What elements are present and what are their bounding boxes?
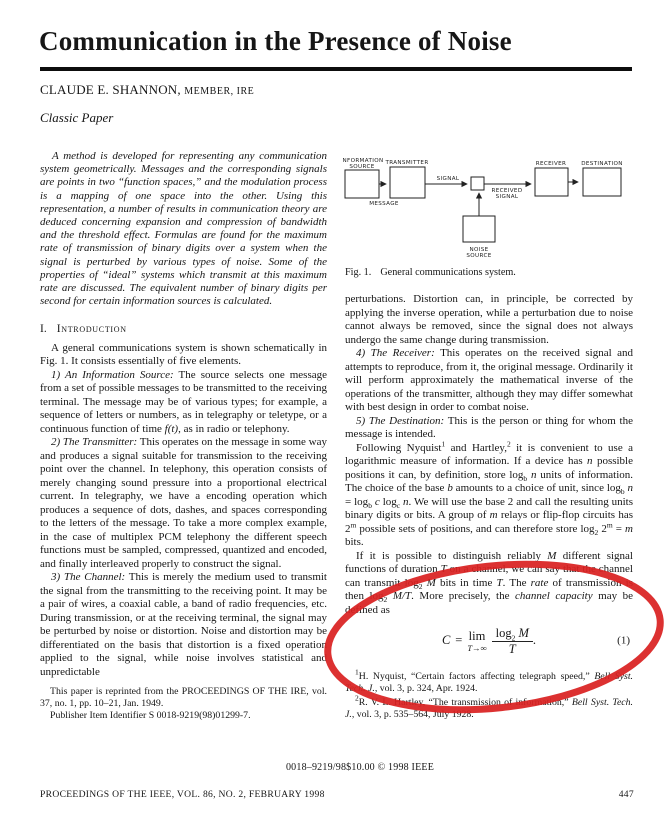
- paragraph-lead: 5) The Destination:: [356, 414, 445, 427]
- paragraph: 4) The Receiver: This operates on the received signal and attempts to reproduce, from it, the original message. Ordinarily it will perform approximately the mathematical inverse of the operations of the transmitter, although they may differ somewhat with best design in order to combat noise.: [345, 347, 633, 413]
- page-footer: [40, 789, 634, 800]
- paragraph: If it is possible to distinguish reliably M different signal functions of duration T on a channel, we can say that the channel can transmit $\log_2 M$ bits in time T. The rate of transmission is then $\log_2 M/T$. More precisely, the channel capacity may be defined as: [345, 549, 633, 616]
- destination-box: [583, 168, 621, 196]
- section-heading-introduction: [40, 323, 327, 337]
- figure-label-message: MESSAGE: [369, 201, 399, 207]
- author-membership: MEMBER, IRE: [184, 86, 255, 97]
- figure-label-noise: NOISE: [469, 247, 489, 253]
- figure-label-received: RECEIVED: [491, 188, 523, 194]
- right-column: [345, 293, 633, 723]
- paragraph: 5) The Destination: This is the person or thing for whom the message is intended.: [345, 414, 633, 440]
- paragraph-lead: 2) The Transmitter:: [51, 436, 138, 449]
- figure-label-received-signal: SIGNAL: [495, 194, 519, 200]
- noise-source-box: [463, 216, 495, 242]
- paragraph: Following Nyquist$^1$ and Hartley,$^2$ it is convenient to use a logarithmic measure of information. If a device has n possible positions it can, by definition, store $\log_b n$ units of information. The choice of the base b amounts to a choice of unit, since $\log_b n = \log_b c$ $\log_c n$. We will use the base 2 and call the resulting units binary digits or bits. A group of m relays or flip-flop circuits has 2$^m$ possible sets of positions, and can therefore store $\log_2 2^m = m$ bits.: [345, 438, 634, 548]
- figure-1-caption: [345, 267, 633, 278]
- figure-1-diagram: [343, 156, 635, 266]
- author-line: [40, 82, 254, 98]
- reference-footnotes: [345, 667, 634, 721]
- reprint-footnote: This paper is reprinted from the PROCEEDINGS OF THE IRE, vol. 37, no. 1, pp. 10–21, Jan. 1949. Publisher Item Identifier S 0018-9219(98)01299-7.: [40, 686, 327, 722]
- equation-equals: =: [455, 633, 463, 648]
- figure-label-information: INFORMATION: [343, 158, 384, 164]
- figure-label-receiver: RECEIVER: [535, 161, 567, 167]
- figure-label-information-source: SOURCE: [349, 164, 375, 170]
- figure-label-noise-source: SOURCE: [466, 253, 492, 259]
- equation-fraction: $\frac{\log_2 M}{T}$: [492, 626, 533, 656]
- equation-number: (1): [617, 634, 630, 647]
- paragraph: 2) The Transmitter: This operates on the message in some way and produces a signal suitable for transmission to the receiving point over the channel. In telephony, this operation consists of merely changing sound pressure into a proportional electrical current. In telegraphy, we have a encoding operation which produces a sequence of dots, dashes, and spaces corresponding to the letters of the message. To take a more complex example, in the case of multiplex PCM telephony the different speech functions must be sampled, compressed, quantized and encoded, and finally interleaved properly to construct the signal.: [40, 436, 328, 570]
- figure-label-transmitter: TRANSMITTER: [385, 160, 429, 166]
- abstract: A method is developed for representing any communication system geometrically. Messages and the corresponding signals are points in two “function spaces,” and the modulation process is a mapping of one space into the other. Using this representation, a number of results in communication theory are deduced concerning expansion and compression of bandwidth and the threshold effect. Formulas are found for the maximum rate of transmission of binary digits over a system when the signal is perturbed by various types of noise. Some of the properties of “ideal” systems which transmit at this maximum rate are discussed. The equivalent number of binary digits per second for certain information sources is calculated.: [40, 150, 327, 308]
- paragraph-lead: 3) The Channel:: [51, 571, 126, 584]
- figure-label-destination: DESTINATION: [581, 161, 623, 167]
- paragraph-lead: 4) The Receiver:: [356, 347, 435, 359]
- paragraph-lead: 1) An Information Source:: [51, 368, 174, 381]
- equation-limit: lim T→∞: [467, 629, 487, 653]
- paragraph: 3) The Channel: This is merely the medium used to transmit the signal from the transmitting to the receiving point. It may be a pair of wires, a coaxial cable, a band of radio frequencies, etc. During transmission, or at the receiving terminal, the signal may be perturbed by noise or distortion. Noise and distortion may be differentiated on the basis that distortion is a fixed operation applied to the signal, while noise involves statistical and unpredictable: [40, 571, 327, 678]
- left-column: [40, 150, 327, 722]
- page-number: 447: [618, 789, 634, 800]
- figure-caption-text: General communications system.: [380, 267, 516, 278]
- section-title: Introduction: [56, 323, 127, 336]
- section-number: I.: [40, 323, 47, 336]
- equation-lhs: C: [441, 633, 451, 648]
- paragraph: 1) An Information Source: The source selects one message from a set of possible messages to be transmitted to the receiving terminal. The message may be of various types; for example, a sequence of letters or numbers, as in telegraphy or teletype, or a continuous function of time f(t), as in radio or telephony.: [40, 368, 328, 435]
- classic-paper-label: Classic Paper: [40, 110, 114, 125]
- transmitter-box: [390, 167, 425, 198]
- paragraph: perturbations. Distortion can, in principle, be corrected by applying the inverse operation, while a perturbation due to noise cannot always be removed, since the signal does not always undergo the same change during transmission.: [345, 293, 633, 346]
- paragraph: A general communications system is shown schematically in Fig. 1. It consists essentially of five elements.: [40, 341, 327, 368]
- footnote-nyquist: $^1$H. Nyquist, “Certain factors affecting telegraph speed,” Bell Syst. Tech. J., vol. 3, p. 324, Apr. 1924.: [345, 667, 633, 694]
- copyright-line: 0018–9219/98$10.00 © 1998 IEEE: [285, 762, 435, 773]
- figure-caption-label: Fig. 1.: [345, 267, 372, 278]
- communications-system-diagram: [343, 156, 635, 266]
- equation-1: [345, 626, 633, 656]
- equation-period: .: [532, 633, 537, 648]
- journal-line: PROCEEDINGS OF THE IEEE, VOL. 86, NO. 2, FEBRUARY 1998: [40, 789, 325, 800]
- figure-label-signal: SIGNAL: [436, 176, 460, 182]
- receiver-box: [535, 168, 568, 196]
- summing-junction-box: [471, 177, 484, 190]
- footnote-hartley: $^2$R. V. L. Hartley, “The transmission of information,” Bell Syst. Tech. J., vol. 3, p. 535–564, July 1928.: [345, 693, 634, 720]
- page-title: Communication in the Presence of Noise: [39, 26, 512, 56]
- author-name: CLAUDE E. SHANNON,: [40, 82, 181, 97]
- title-divider-rule: [40, 67, 632, 71]
- information-source-box: [345, 170, 379, 198]
